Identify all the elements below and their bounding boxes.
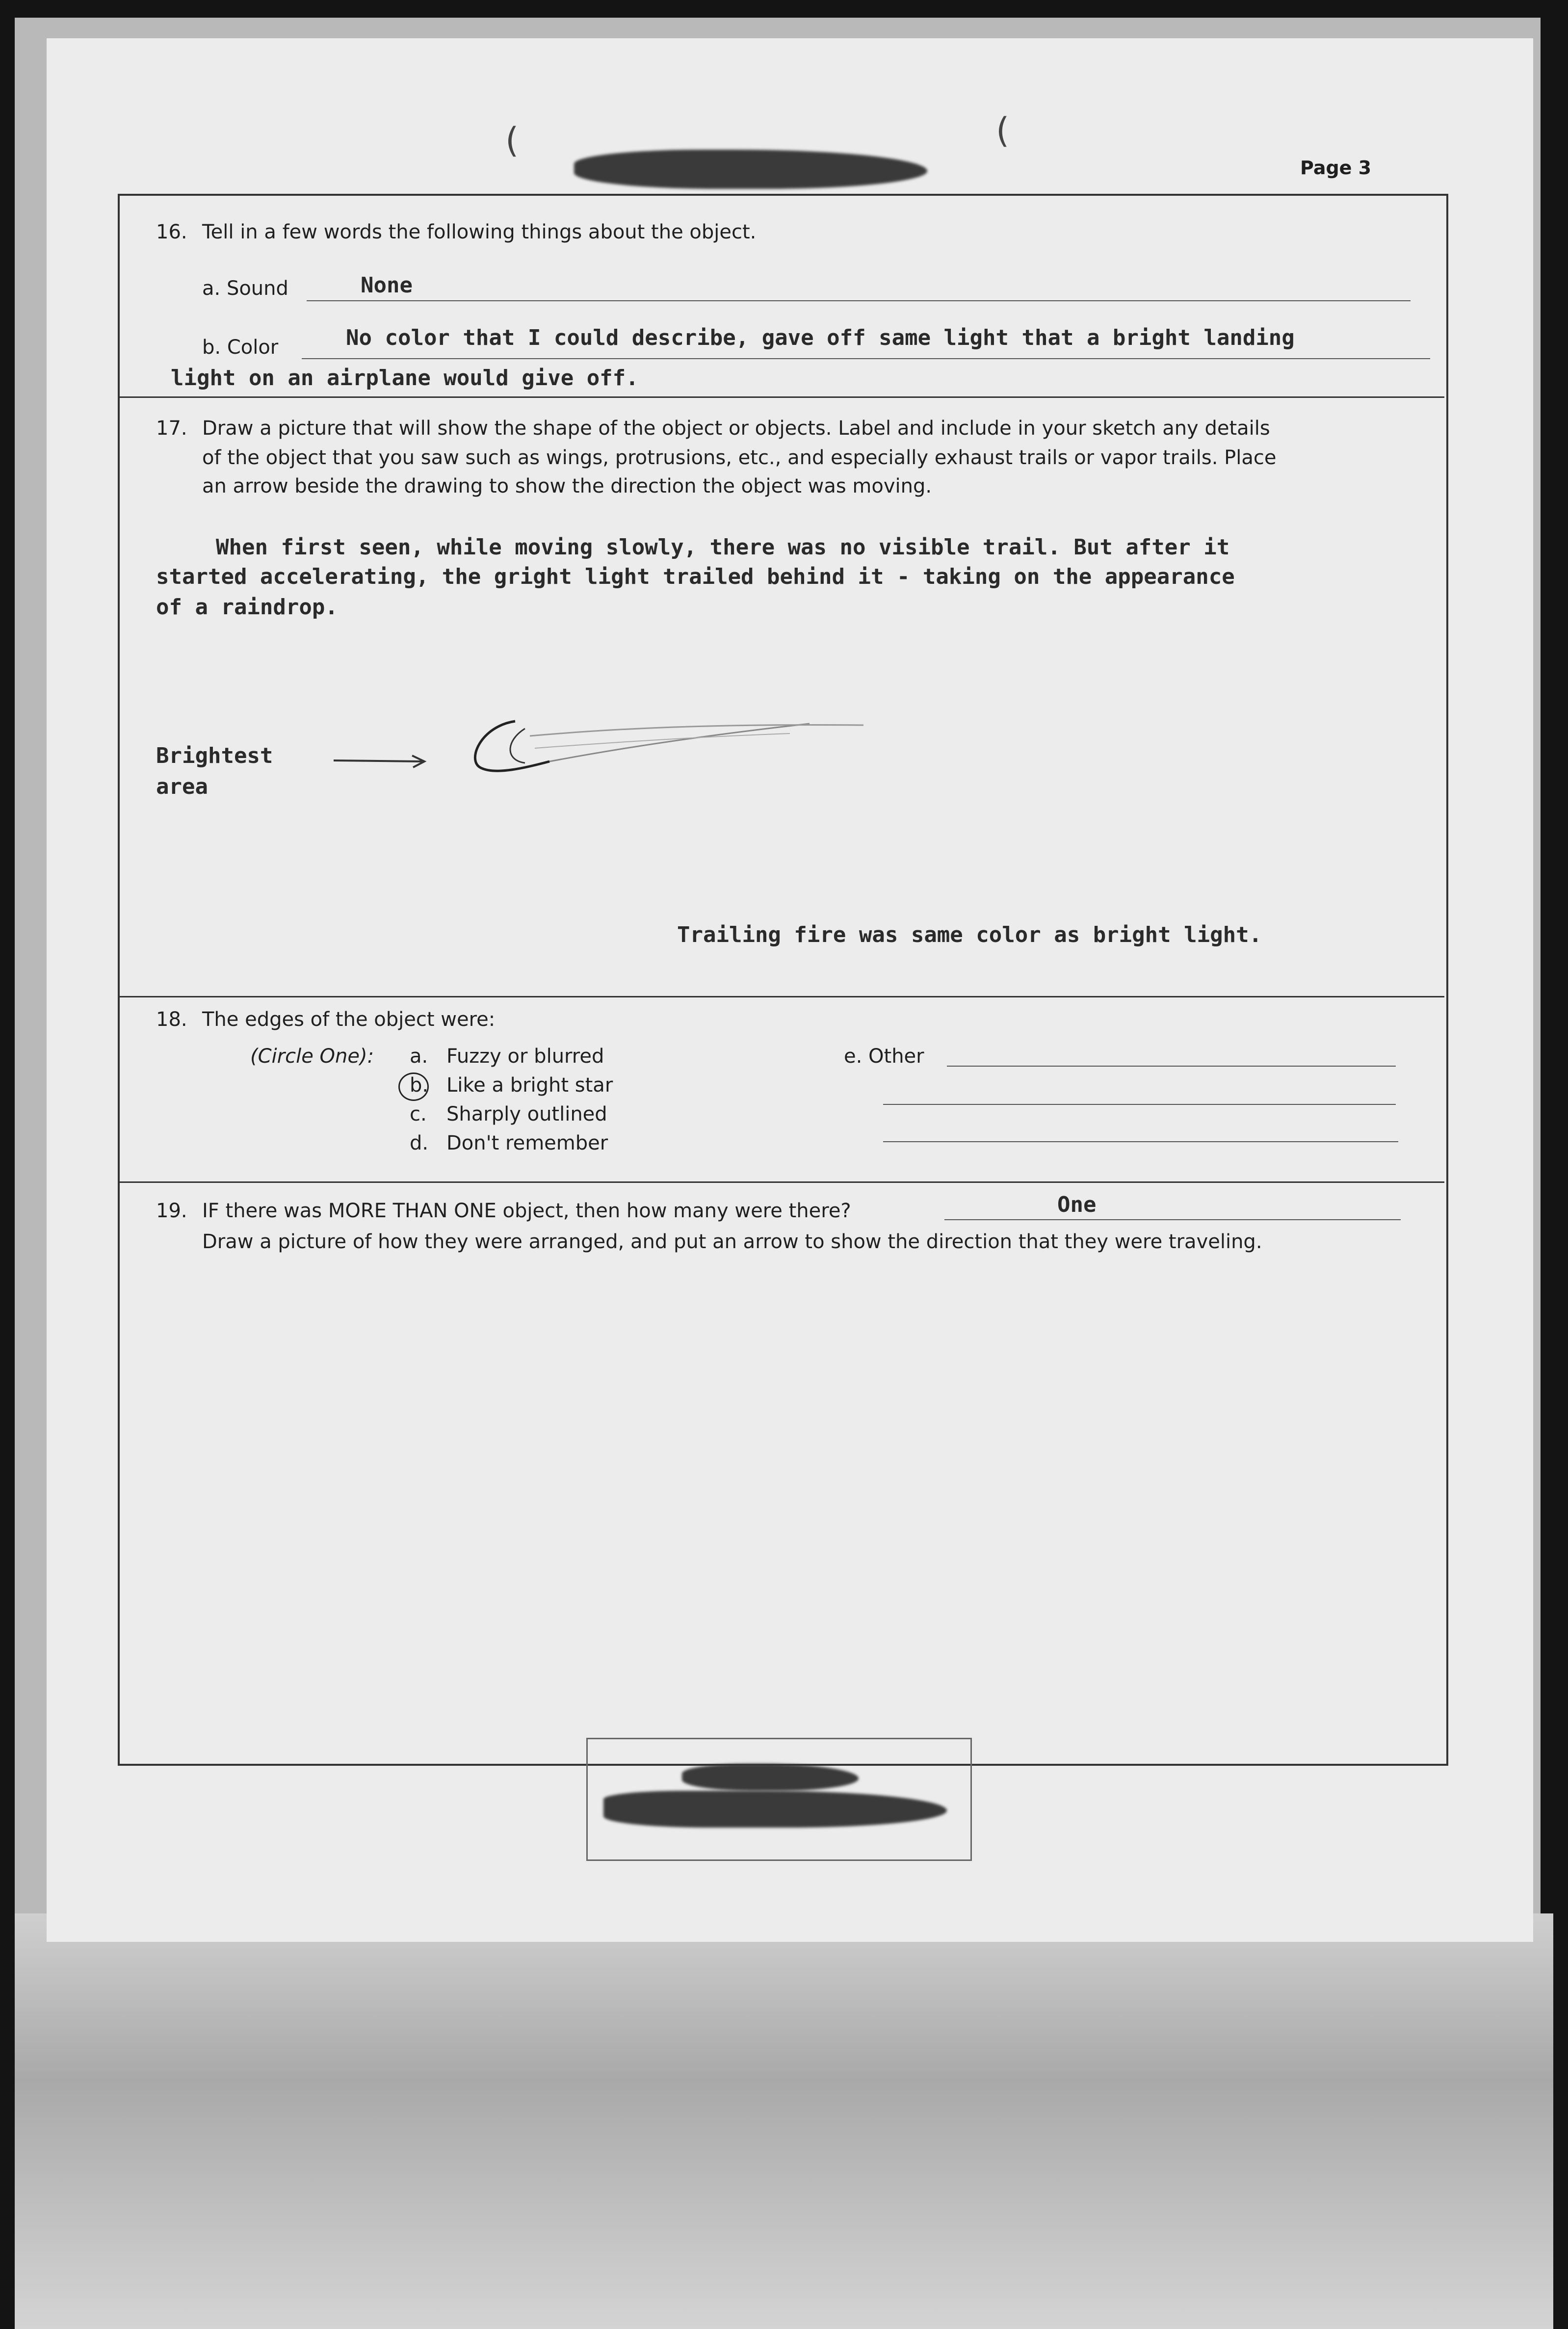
option-b-text: Like a bright star bbox=[446, 1074, 613, 1097]
q16-color-line bbox=[302, 358, 1430, 359]
option-b-letter: b. bbox=[410, 1074, 429, 1097]
divider-17-18 bbox=[120, 996, 1444, 997]
q16-sound-label: a. Sound bbox=[202, 277, 288, 300]
option-a-letter: a. bbox=[410, 1045, 428, 1068]
punch-mark-left: ( bbox=[505, 120, 519, 160]
option-c-text: Sharply outlined bbox=[446, 1103, 607, 1125]
q17-prompt-3: an arrow beside the drawing to show the direction the object was moving. bbox=[202, 475, 932, 497]
q16-color-value-2: light on an airplane would give off. bbox=[171, 366, 639, 391]
q17-answer-3: of a raindrop. bbox=[156, 595, 338, 620]
q19-prompt-1: IF there was MORE THAN ONE object, then how many were there? bbox=[202, 1200, 851, 1222]
q17-answer-1: When first seen, while moving slowly, there was no visible trail. But after it bbox=[216, 535, 1230, 560]
sketch-label-1: Brightest bbox=[156, 743, 273, 768]
q16-sound-line bbox=[307, 300, 1411, 301]
q17-number: 17. bbox=[156, 417, 187, 440]
punch-mark-right: ( bbox=[996, 110, 1010, 151]
q16-prompt: Tell in a few words the following things about the object. bbox=[202, 221, 757, 243]
raindrop-sketch bbox=[319, 707, 883, 785]
q17-prompt-2: of the object that you saw such as wings, protrusions, etc., and especially exhaust trails or vapor trails. Place bbox=[202, 446, 1277, 469]
sketch-label-2: area bbox=[156, 774, 208, 799]
other-line-2 bbox=[883, 1104, 1396, 1105]
divider-18-19 bbox=[120, 1181, 1444, 1183]
q19-count-line bbox=[944, 1219, 1401, 1220]
option-a-text: Fuzzy or blurred bbox=[446, 1045, 604, 1068]
page-label: Page 3 bbox=[1300, 157, 1372, 179]
q17-answer-2: started accelerating, the gright light trailed behind it - taking on the appearance bbox=[156, 564, 1235, 589]
q16-color-label: b. Color bbox=[202, 336, 279, 359]
q16-number: 16. bbox=[156, 221, 187, 243]
option-d-letter: d. bbox=[410, 1132, 429, 1154]
q18-instruction: (Circle One): bbox=[250, 1045, 374, 1068]
q16-sound-value: None bbox=[361, 273, 413, 298]
option-d-text: Don't remember bbox=[446, 1132, 608, 1154]
other-line-1 bbox=[947, 1066, 1396, 1067]
q19-prompt-2: Draw a picture of how they were arranged, and put an arrow to show the direction that they were traveling. bbox=[202, 1230, 1262, 1253]
other-line-3 bbox=[883, 1141, 1398, 1142]
q19-answer: One bbox=[1057, 1192, 1097, 1217]
sketch-note: Trailing fire was same color as bright light. bbox=[677, 922, 1262, 947]
q17-prompt-1: Draw a picture that will show the shape of the object or objects. Label and include in your sketch any details bbox=[202, 417, 1270, 440]
film-edge bbox=[15, 1913, 1553, 2329]
divider-16-17 bbox=[120, 396, 1444, 398]
other-label: e. Other bbox=[844, 1045, 924, 1068]
q16-color-value-1: No color that I could describe, gave off same light that a bright landing bbox=[346, 325, 1295, 350]
q18-prompt: The edges of the object were: bbox=[202, 1008, 496, 1031]
q18-number: 18. bbox=[156, 1008, 187, 1031]
option-c-letter: c. bbox=[410, 1103, 427, 1125]
q19-number: 19. bbox=[156, 1200, 187, 1222]
